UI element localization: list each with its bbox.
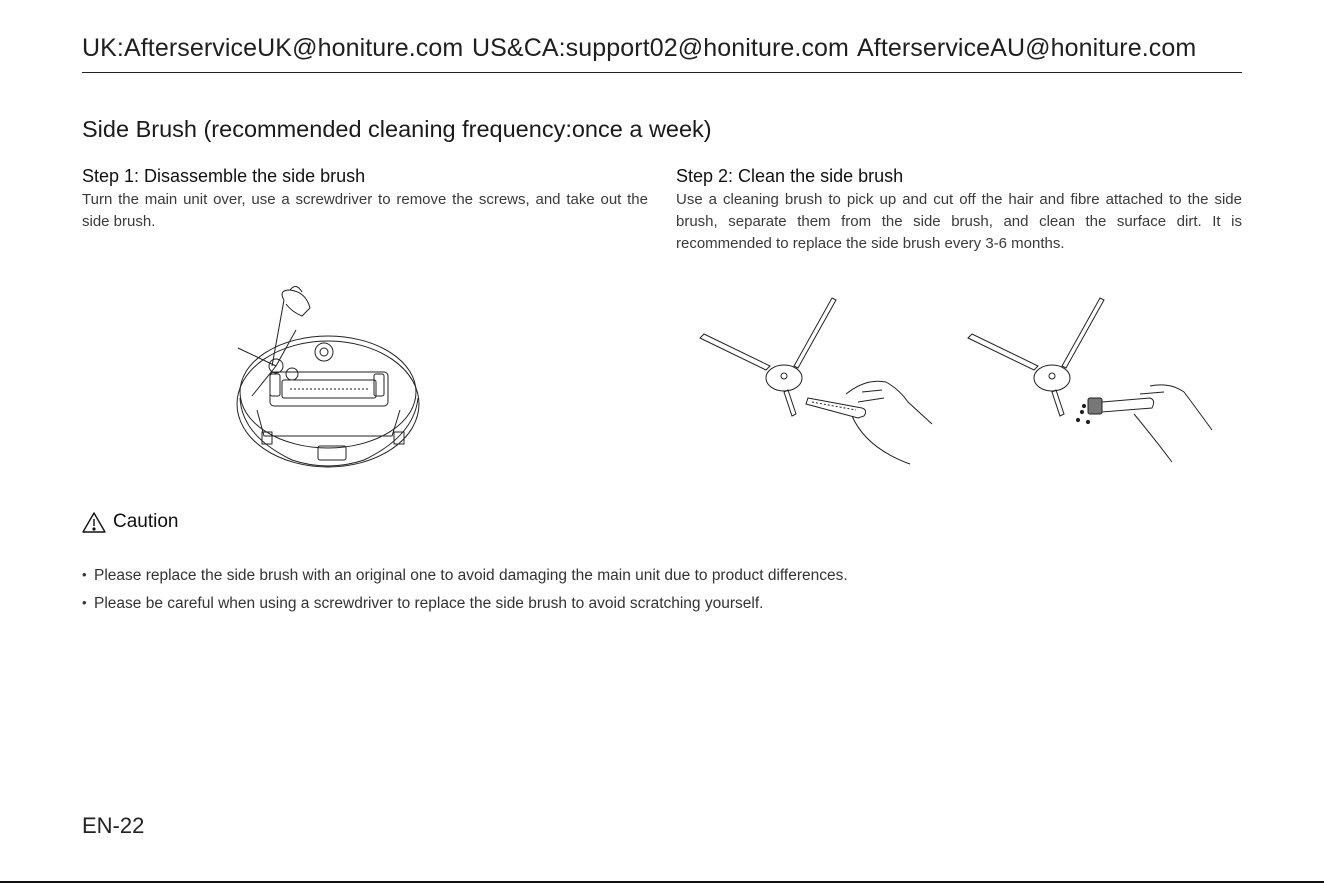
caution-item: • Please replace the side brush with an original one to avoid damaging the main unit due to product differences. <box>82 561 1082 589</box>
bullet-dot-icon: • <box>82 595 87 610</box>
step1-body: Turn the main unit over, use a screwdriver to remove the screws, and take out the side brush. <box>82 191 648 230</box>
us-ca-support-email: US&CA:support02@honiture.com <box>472 34 849 62</box>
header-contacts <box>82 34 1242 72</box>
step1-title: Step 1: Disassemble the side brush <box>82 166 366 186</box>
step2-title: Step 2: Clean the side brush <box>676 166 904 186</box>
caution-title: Caution <box>113 511 179 532</box>
caution-heading <box>82 511 179 533</box>
header-divider <box>82 72 1242 73</box>
caution-item: • Please be careful when using a screwdriver to replace the side brush to avoid scratching yourself. <box>82 589 1082 617</box>
bullet-dot-icon: • <box>82 567 87 582</box>
warning-triangle-icon <box>82 511 106 533</box>
caution-list <box>82 561 1082 617</box>
step2-body: Use a cleaning brush to pick up and cut off the hair and fibre attached to the side brush, separate them from the side brush, and clean the surface dirt. It is recommended to replace the side brush every 3-6 months. <box>676 191 1242 252</box>
page-number: EN-22 <box>82 813 145 838</box>
robot-underside-illustration <box>232 286 424 478</box>
uk-support-email: UK:AfterserviceUK@honiture.com <box>82 34 464 62</box>
au-support-email: AfterserviceAU@honiture.com <box>857 34 1197 62</box>
brush-cutting-illustration <box>696 298 936 470</box>
brush-cleaning-illustration <box>964 298 1214 470</box>
section-title: Side Brush (recommended cleaning frequency:once a week) <box>82 116 712 142</box>
